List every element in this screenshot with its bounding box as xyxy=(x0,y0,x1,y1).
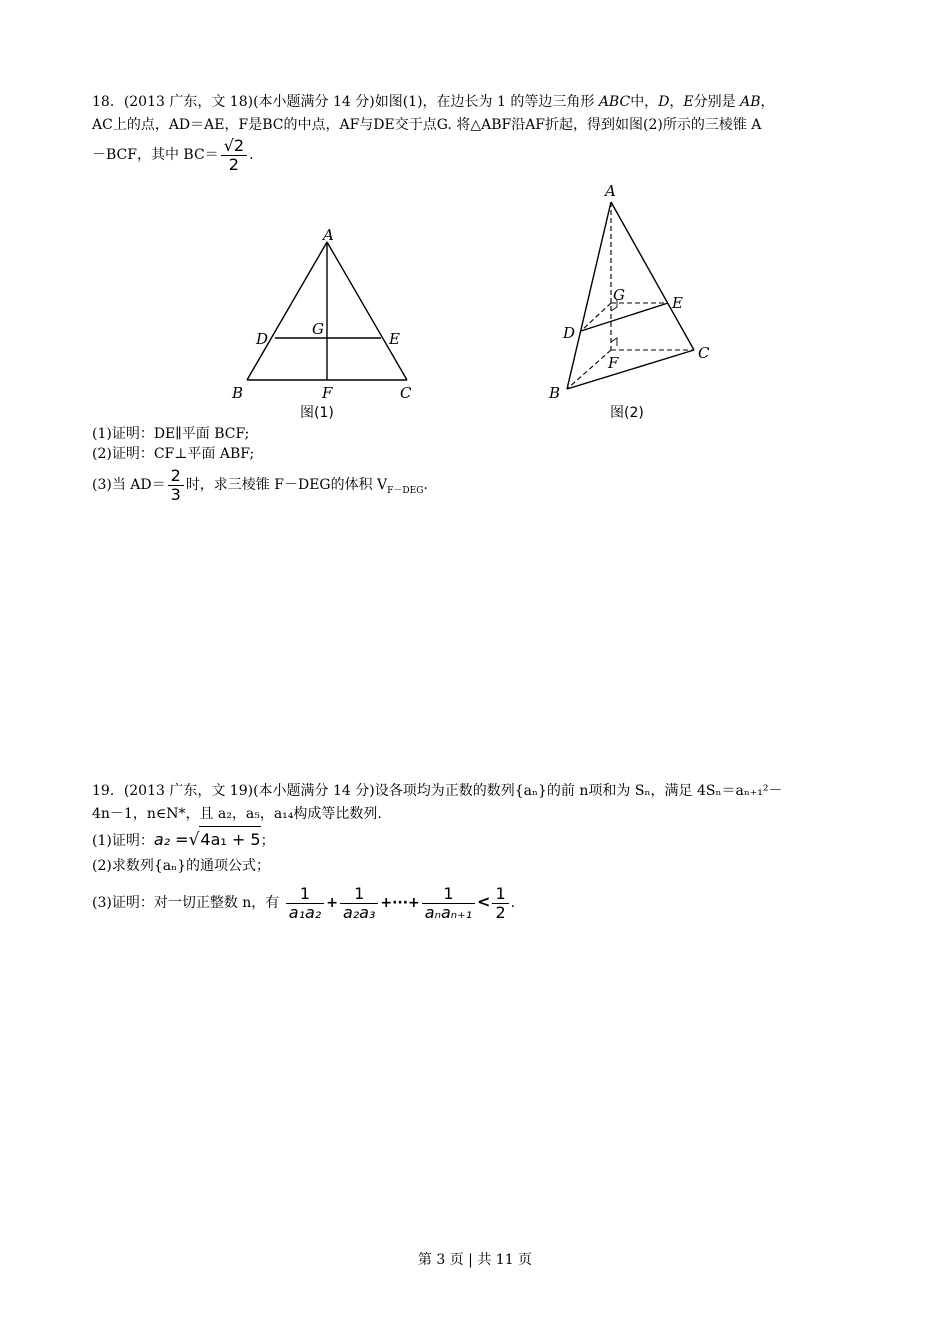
ad-fraction xyxy=(168,467,184,504)
fig2-label-a: A xyxy=(605,182,616,200)
q18-part3-sub: F－DEG xyxy=(387,485,424,496)
fig1-label-a: A xyxy=(323,226,334,244)
q18-line1-end: ， xyxy=(760,94,775,110)
q19-part2: (2)求数列{aₙ}的通项公式； xyxy=(92,858,271,874)
q19-part1-prefix: (1)证明： xyxy=(92,833,154,849)
fig2-right-angle-f xyxy=(611,338,617,346)
q18-line2: AC上的点，AD＝AE，F是BC的中点，AF与DE交于点G. 将△ABF沿AF折起，得到如图(2)所示的三棱锥 A xyxy=(92,117,762,133)
q18-line3-prefix: －BCF，其中 BC＝ xyxy=(92,147,219,163)
sum-fraction-3-den: aₙaₙ₊₁ xyxy=(424,902,473,922)
sum-fraction-3 xyxy=(422,885,475,922)
fig2-label-f: F xyxy=(608,354,619,372)
fig2-label-d: D xyxy=(563,324,576,342)
q18-line1-prefix: 18．(2013 广东，文 18)(本小题满分 14 分)如图(1)，在边长为 1 的等边三角形 xyxy=(92,94,599,110)
fig2-edge-de xyxy=(581,303,668,331)
fig1-edge-ac xyxy=(327,242,407,380)
q19-part1-radicand: 4a₁ + 5 xyxy=(199,826,260,853)
half-fraction-den: 2 xyxy=(495,902,506,922)
half-fraction xyxy=(492,885,508,922)
q18-line3 xyxy=(92,135,254,175)
q18-part2: (2)证明：CF⊥平面 ABF; xyxy=(92,446,255,462)
half-fraction-num: 1 xyxy=(492,885,508,904)
q18-e: E xyxy=(683,94,694,110)
q18-part3-suffix: 时，求三棱锥 F－DEG的体积 V xyxy=(185,477,388,493)
q18-comma: ， xyxy=(669,94,684,110)
ellipsis-plus: +···+ xyxy=(380,895,420,911)
figure-2-pyramid xyxy=(545,180,725,405)
q18-line1-mid: 中， xyxy=(630,94,659,110)
fig2-label-c: C xyxy=(698,344,710,362)
q19-part1-end: ； xyxy=(260,833,275,849)
page-footer: 第 3 页 | 共 11 页 xyxy=(417,1252,533,1268)
q19-line2: 4n－1，n∈N*，且 a₂，a₅，a₁₄构成等比数列. xyxy=(92,806,382,822)
fig2-label-b: B xyxy=(549,384,561,402)
q19-part1-lhs: a₂ = xyxy=(153,830,189,849)
plus-sign: + xyxy=(326,895,338,911)
sum-fraction-1 xyxy=(286,885,324,922)
fig1-label-g: G xyxy=(312,320,324,338)
sum-fraction-1-den: a₁a₂ xyxy=(288,902,322,922)
q18-d: D xyxy=(658,94,670,110)
fig1-label-e: E xyxy=(389,330,400,348)
fig2-edge-ac xyxy=(611,202,694,350)
q18-line1 xyxy=(92,92,775,112)
q18-part3 xyxy=(92,464,428,512)
q18-line1-rest: 分别是 xyxy=(693,94,741,110)
q19-part1 xyxy=(92,826,275,854)
ad-fraction-num: 2 xyxy=(168,467,184,486)
fig1-label-b: B xyxy=(232,384,244,402)
q19-part3 xyxy=(92,876,515,929)
q18-part3-end: . xyxy=(423,477,428,493)
sum-fraction-2-num: 1 xyxy=(340,885,378,904)
fig1-edge-ab xyxy=(247,242,327,380)
bc-fraction xyxy=(221,137,247,174)
fig2-edge-ab xyxy=(567,202,611,389)
sqrt-radical-icon: √ xyxy=(188,830,200,850)
fig1-label-c: C xyxy=(400,384,412,402)
q18-line3-suffix: . xyxy=(249,147,254,163)
fig1-label-d: D xyxy=(256,330,269,348)
fig2-label-g: G xyxy=(613,286,625,304)
figure-1-triangle xyxy=(230,222,430,407)
q19-part3-end: . xyxy=(510,895,516,911)
q18-part1: (1)证明：DE∥平面 BCF; xyxy=(92,426,250,442)
ad-fraction-den: 3 xyxy=(170,484,181,504)
fig2-edge-fb-dashed xyxy=(567,350,611,389)
q19-part3-prefix: (3)证明：对一切正整数 n，有 xyxy=(92,895,280,911)
q18-ab: AB xyxy=(740,94,761,110)
q18-part3-prefix: (3)当 AD＝ xyxy=(92,477,166,493)
bc-fraction-den: 2 xyxy=(228,154,239,174)
fig2-edge-bc xyxy=(567,350,694,389)
q18-abc: ABC xyxy=(598,94,631,110)
figure-2-caption: 图(2) xyxy=(610,405,644,421)
fig2-label-e: E xyxy=(672,294,683,312)
sum-fraction-1-num: 1 xyxy=(286,885,324,904)
figure-1-caption: 图(1) xyxy=(300,405,334,421)
sum-fraction-3-num: 1 xyxy=(422,885,475,904)
fig1-label-f: F xyxy=(322,384,333,402)
sum-fraction-2-den: a₂a₃ xyxy=(342,902,376,922)
less-than-sign: < xyxy=(477,892,491,911)
sum-fraction-2 xyxy=(340,885,378,922)
q19-line1: 19．(2013 广东，文 19)(本小题满分 14 分)设各项均为正数的数列{aₙ}的前 n项和为 Sₙ，满足 4Sₙ＝aₙ₊₁²－ xyxy=(92,783,783,799)
bc-fraction-num: √2 xyxy=(221,137,247,156)
